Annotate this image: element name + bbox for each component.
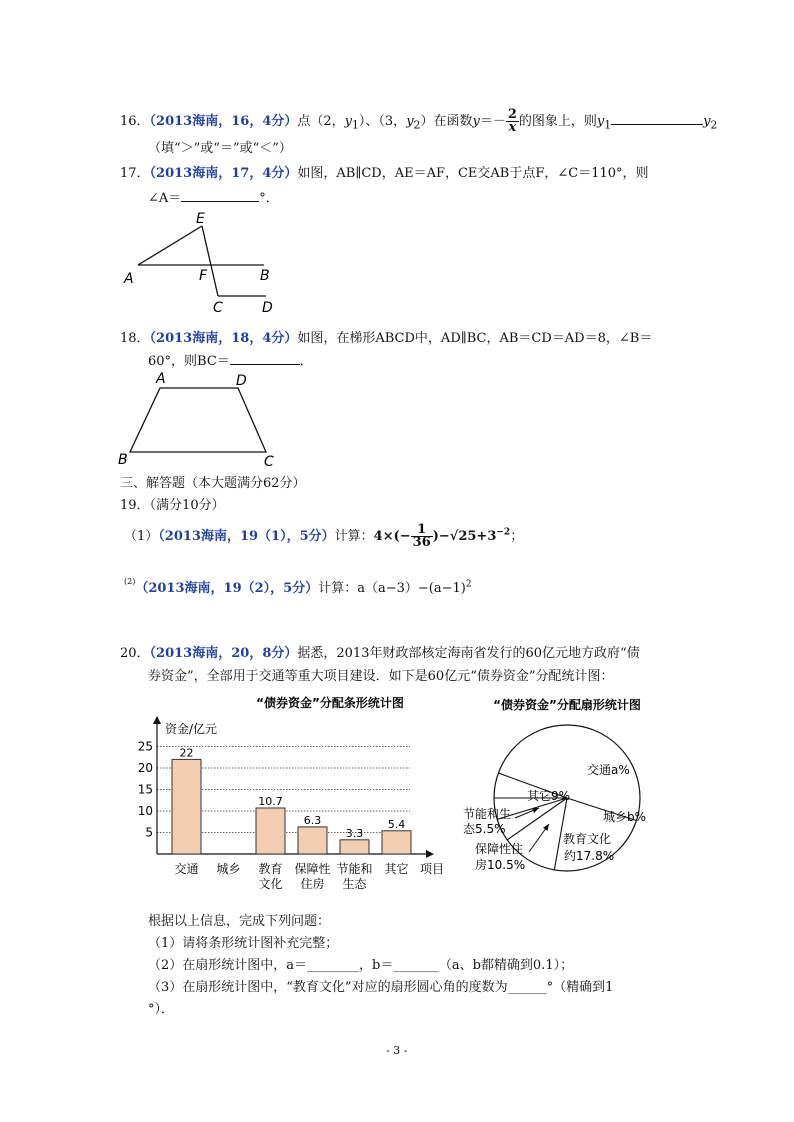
pie-label-edu-1: 教育文化 [563, 832, 612, 846]
question-20-part-2: （2）在扇形统计图中，a＝________，b＝_______（a、b都精确到0.1）； [148, 958, 574, 973]
question-source: （2013海南，16，4分） [149, 114, 298, 129]
callout-arrowhead [532, 808, 539, 813]
bar [340, 840, 369, 854]
pie-label-transport: 交通a% [587, 763, 630, 777]
callout-arrowhead [543, 824, 549, 831]
y-axis-label: 资金/亿元 [165, 722, 218, 736]
label-f: F [199, 268, 208, 284]
question-18-line2: 60°，则BC＝ ． [148, 354, 313, 369]
question-20-prompt: 根据以上信息，完成下列问题： [148, 914, 331, 929]
x-tick-label: 教育 [258, 862, 283, 876]
bar-value-label: 6.3 [303, 813, 322, 827]
bar [172, 759, 201, 854]
label-b: B [118, 452, 128, 468]
pie-label-urban: 城乡b% [603, 810, 647, 824]
question-20: 20．（2013海南，20，8分）据悉，2013年财政部核定海南省发行的60亿元地方政府“债 [120, 646, 640, 661]
question-18: 18．（2013海南，18，4分）如图，在梯形ABCD中，AD∥BC，AB＝CD＝AD＝8，∠B＝ [120, 331, 653, 346]
question-17: 17．（2013海南，17，4分）如图，AB∥CD，AE＝AF，CE交AB于点F，∠C＝110°，则 [120, 166, 649, 181]
question-source: （2013海南，19（2），5分） [135, 581, 319, 596]
x-tick-label: 生态 [342, 877, 367, 891]
question-source: （2013海南，17，4分） [149, 166, 298, 181]
question-20-line2: 券资金”，全部用于交通等重大项目建设．如下是60亿元“债券资金”分配统计图： [148, 669, 614, 684]
question-20-part-3: （3）在扇形统计图中，“教育文化”对应的扇形圆心角的度数为______°（精确到1 [148, 980, 614, 995]
x-tick-label: 其它 [384, 862, 409, 876]
answer-blank[interactable] [611, 114, 703, 125]
figure-q17 [118, 208, 293, 318]
pie-slice-edge [507, 798, 567, 840]
y-tick-label: 20 [137, 761, 153, 775]
label-b: B [260, 268, 270, 284]
pie-label-housing-1: 保障性住 [475, 842, 524, 856]
bar-value-label: 22 [179, 746, 194, 760]
bar-chart [130, 690, 450, 896]
pie-chart-title: “债券资金”分配扇形统计图 [493, 698, 641, 712]
fraction: $\frac{1}{36}$ [412, 522, 431, 550]
answer-blank[interactable] [181, 191, 259, 202]
x-axis-arrow [426, 850, 434, 858]
answer-blank[interactable] [230, 354, 300, 365]
fraction: $\frac{2}{x}$ [507, 107, 517, 135]
question-source: （2013海南，18，4分） [149, 331, 298, 346]
question-16-hint: （填“＞”或“＝”或“＜”） [148, 141, 292, 156]
question-20-part-1: （1）请将条形统计图补充完整； [148, 936, 339, 951]
pie-label-housing-2: 房10.5% [475, 858, 526, 872]
pie-chart [455, 690, 680, 876]
question-source: （2013海南，20，8分） [149, 646, 298, 661]
label-d: D [236, 373, 247, 389]
bar-chart-title: “债券资金”分配条形统计图 [256, 696, 404, 710]
section-heading: 三、解答题（本大题满分62分） [120, 476, 306, 491]
y-axis-arrow [153, 716, 161, 724]
label-d: D [262, 300, 273, 316]
label-a: A [156, 371, 166, 387]
bar-value-label: 5.4 [387, 817, 406, 831]
pie-label-other: 其它9% [527, 789, 571, 803]
question-source: （2013海南，19（1），5分） [158, 529, 335, 544]
pie-label-energy-1: 节能和生 [463, 807, 512, 821]
question-19-heading: 19．（满分10分） [120, 498, 225, 513]
pie-label-energy-2: 态5.5% [463, 822, 506, 836]
question-19-part-2: $^{(2)}$（2013海南，19（2），5分）计算：$a(a-3)-(a-1)^2$ [124, 577, 472, 596]
y-tick-label: 25 [137, 739, 153, 754]
x-tick-label: 文化 [258, 877, 283, 891]
y-tick-label: 5 [145, 825, 153, 840]
bar [298, 827, 327, 854]
x-tick-label: 保障性 [294, 862, 331, 876]
x-tick-label: 城乡 [216, 862, 241, 876]
question-20-part-3-end: °）． [148, 1002, 175, 1017]
pie-label-edu-2: 约17.8% [564, 849, 615, 863]
label-c: C [213, 300, 223, 316]
x-tick-label: 交通 [174, 862, 199, 876]
x-tick-label: 节能和 [336, 862, 373, 876]
trapezoid-abcd [130, 388, 266, 452]
bar [382, 831, 411, 854]
question-19-part-1: （1）（2013海南，19（1），5分）计算：4×(− $\frac{1}{36}$ )$-√25+3^{-2}$； [124, 522, 524, 550]
line-ec [202, 226, 218, 296]
bar-value-label: 10.7 [258, 794, 283, 808]
question-16: 16．（2013海南，16，4分）点（2，$y_1$）、（3，$y_2$）在函数y＝－ $\frac{2}{x}$ 的图象上，则$y_1$ $y_2$ [120, 107, 718, 135]
x-axis-label: 项目 [420, 862, 445, 876]
y-tick-label: 10 [137, 804, 153, 818]
y-tick-label: 15 [137, 782, 153, 797]
label-e: E [196, 211, 205, 227]
bar [256, 808, 285, 854]
label-c: C [264, 454, 274, 468]
line-ae [138, 226, 202, 265]
bar-value-label: 3.3 [345, 826, 364, 840]
x-tick-label: 住房 [300, 877, 325, 891]
question-17-line2: ∠A＝ °． [148, 191, 279, 206]
bar-plot-area [138, 716, 444, 891]
page-number: - 3 - [386, 1044, 408, 1057]
label-a: A [124, 271, 134, 287]
figure-q18 [116, 370, 276, 468]
